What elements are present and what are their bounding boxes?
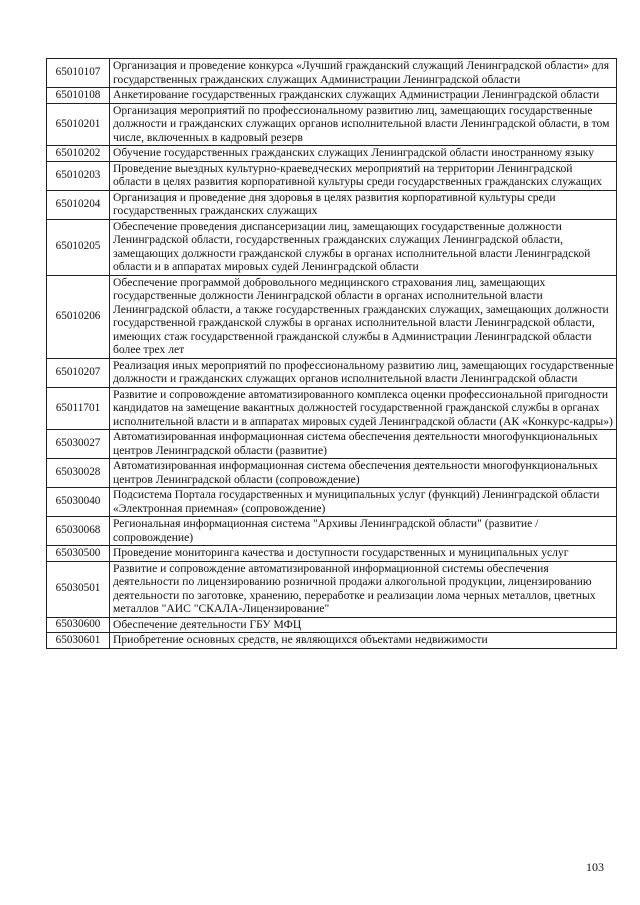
row-description: Обеспечение проведения диспансеризации лиц, замещающих государственные должности Ленинградской области, государственных гражданских служащих Ленинградской области, замещающих должности гражданской службы в органах исполнительной власти Ленинградской области и в аппаратах мировых судей Ленинградской области	[110, 219, 617, 275]
table-row	[47, 190, 617, 219]
row-code: 65010203	[47, 161, 110, 190]
row-description: Проведение мониторинга качества и доступности государственных и муниципальных услуг	[110, 546, 617, 562]
row-description: Автоматизированная информационная система обеспечения деятельности многофункциональных центров Ленинградской области (развитие)	[110, 430, 617, 459]
row-code: 65030501	[47, 561, 110, 617]
row-code: 65010107	[47, 59, 110, 88]
table-row	[47, 633, 617, 649]
row-code: 65011701	[47, 387, 110, 430]
row-description: Развитие и сопровождение автоматизированной информационной системы обеспечения деятельности по лицензированию розничной продажи алкогольной продукции, лицензированию деятельности по заготовке, хранению, переработке и реализации лома черных металлов, цветных металлов "АИС "СКАЛА-Лицензирование"	[110, 561, 617, 617]
row-description: Организация и проведение конкурса «Лучший гражданский служащий Ленинградской области» для государственных гражданских служащих Администрации Ленинградской области	[110, 59, 617, 88]
row-code: 65010201	[47, 103, 110, 146]
table-row	[47, 59, 617, 88]
table-row	[47, 146, 617, 162]
table-row	[47, 219, 617, 275]
row-description: Развитие и сопровождение автоматизированного комплекса оценки профессиональной пригодности кандидатов на замещение вакантных должностей государственной гражданской службы в органах исполнительной власти и в аппаратах мировых судей Ленинградской области (АК «Конкурс-кадры»)	[110, 387, 617, 430]
row-code: 65030068	[47, 517, 110, 546]
row-code: 65010205	[47, 219, 110, 275]
table-row	[47, 88, 617, 104]
row-description: Автоматизированная информационная система обеспечения деятельности многофункциональных центров Ленинградской области (сопровождение)	[110, 459, 617, 488]
row-code: 65010206	[47, 275, 110, 358]
row-code: 65010204	[47, 190, 110, 219]
row-description: Обучение государственных гражданских служащих Ленинградской области иностранному языку	[110, 146, 617, 162]
budget-codes-table	[46, 58, 617, 649]
row-code: 65030040	[47, 488, 110, 517]
row-description: Региональная информационная система "Архивы Ленинградской области" (развитие / сопровождение)	[110, 517, 617, 546]
row-code: 65030600	[47, 617, 110, 633]
table-body	[47, 59, 617, 649]
table-row	[47, 161, 617, 190]
table-row	[47, 617, 617, 633]
table-row	[47, 517, 617, 546]
row-description: Организация и проведение дня здоровья в целях развития корпоративной культуры среди государственных гражданских служащих	[110, 190, 617, 219]
row-description: Приобретение основных средств, не являющихся объектами недвижимости	[110, 633, 617, 649]
table-row	[47, 546, 617, 562]
table-row	[47, 103, 617, 146]
row-description: Обеспечение программой добровольного медицинского страхования лиц, замещающих государственные должности Ленинградской области в органах исполнительной власти Ленинградской области, а также государственных гражданских служащих, замещающих должности государственной гражданской службы в органах исполнительной власти Ленинградской области, имеющих стаж государственной гражданской службы в Администрации Ленинградской области более трех лет	[110, 275, 617, 358]
table-row	[47, 561, 617, 617]
row-code: 65010108	[47, 88, 110, 104]
row-description: Анкетирование государственных гражданских служащих Администрации Ленинградской области	[110, 88, 617, 104]
row-description: Проведение выездных культурно-краеведческих мероприятий на территории Ленинградской области в целях развития корпоративной культуры среди государственных гражданских служащих	[110, 161, 617, 190]
row-code: 65030027	[47, 430, 110, 459]
table-row	[47, 387, 617, 430]
table-row	[47, 430, 617, 459]
row-code: 65010207	[47, 358, 110, 387]
row-code: 65030028	[47, 459, 110, 488]
row-description: Обеспечение деятельности ГБУ МФЦ	[110, 617, 617, 633]
page-number: 103	[586, 860, 604, 874]
table-row	[47, 358, 617, 387]
table-row	[47, 459, 617, 488]
row-code: 65030500	[47, 546, 110, 562]
row-description: Реализация иных мероприятий по профессиональному развитию лиц, замещающих государственные должности и гражданских служащих органов исполнительной власти Ленинградской области	[110, 358, 617, 387]
row-code: 65010202	[47, 146, 110, 162]
row-description: Организация мероприятий по профессиональному развитию лиц, замещающих государственные должности и гражданских служащих органов исполнительной власти Ленинградской области, в том числе, включенных в кадровый резерв	[110, 103, 617, 146]
table-row	[47, 488, 617, 517]
table-row	[47, 275, 617, 358]
row-description: Подсистема Портала государственных и муниципальных услуг (функций) Ленинградской области «Электронная приемная» (сопровождение)	[110, 488, 617, 517]
row-code: 65030601	[47, 633, 110, 649]
